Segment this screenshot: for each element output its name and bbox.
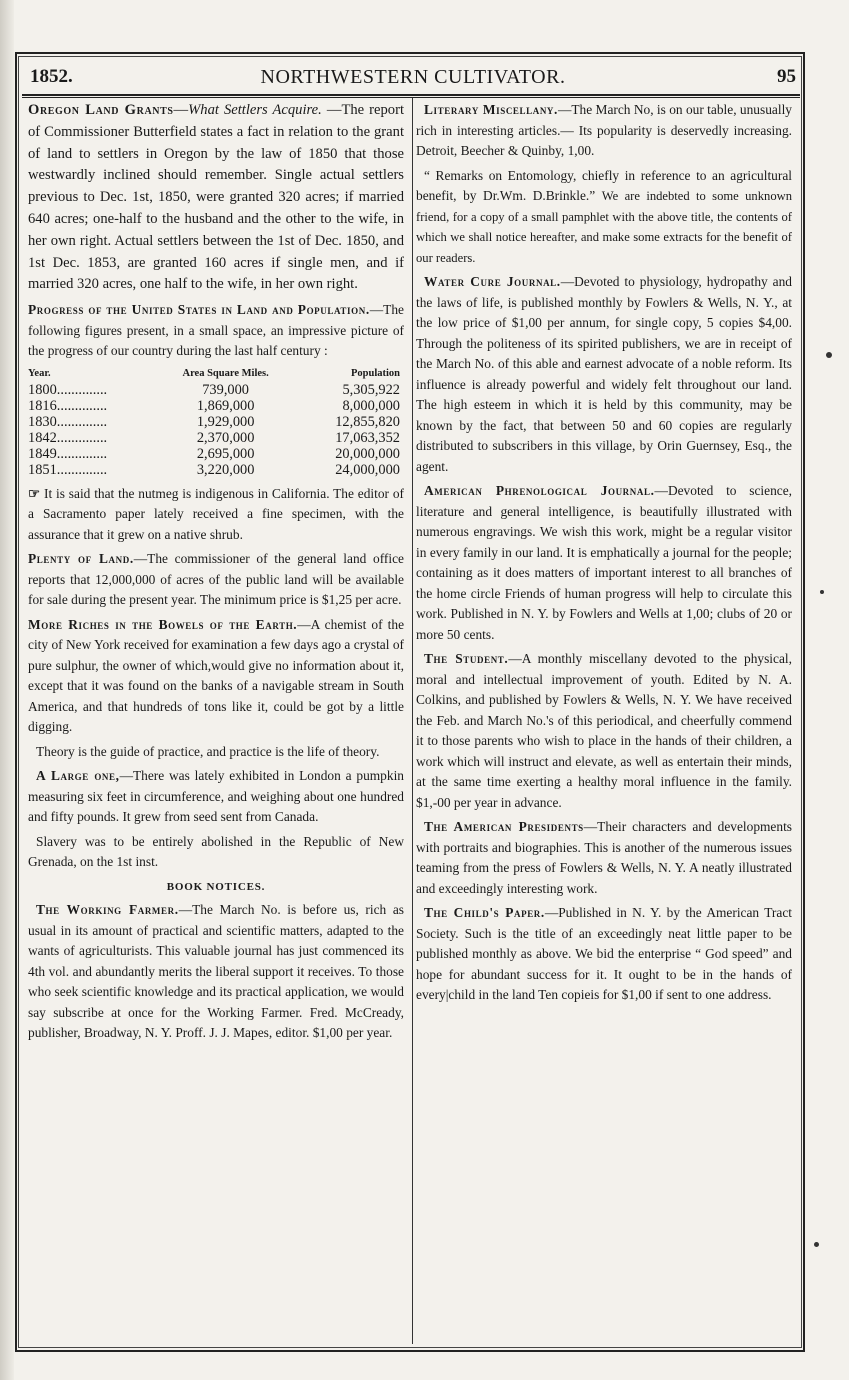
article-body: —Their characters and developments with portraits and biographies. This is another of the numerous issues teaming from the press of Fowlers & Wells, N. Y. A neatly illustrated and exceedingly interesting work. bbox=[416, 819, 792, 896]
table-cell-area: 3,220,000 bbox=[196, 461, 255, 478]
table-cell-area: 2,370,000 bbox=[196, 429, 255, 446]
table-header-population: Population bbox=[350, 367, 400, 379]
article-large-one bbox=[28, 766, 404, 828]
article-phrenological-journal bbox=[416, 481, 792, 645]
article-oregon-land-grants: Oregon Land Grants—What Settlers Acquire. —The report of Commissioner Butterfield states a fact in relation to the grant of land to settlers in Oregon by the law of 1850 that those westwardly inclined should remember. Single actual settlers previous to Dec. 1st, 1850, were granted 320 acres; if married 640 acres; one-half to the husband and the other to the wife, in her own right. Actual settlers between the 1st of Dec. 1850, and 1st Dec. 1853, are granted 160 acres if single men, and if married 320 acres, one half to the wife, in her own right. bbox=[28, 102, 404, 293]
article-heading: The Working Farmer. bbox=[36, 902, 179, 918]
table-row bbox=[28, 446, 400, 462]
article-body: —The report of Commissioner Butterfield states a fact in relation to the grant of land to settlers in Oregon by the law of 1850 that those westwardly inclined should remember. Single actual settlers previous to Dec. 1st, 1850, were granted 320 acres; if married 640 acres; one-half to the husband and the other to the wife, in her own right. Actual settlers between the 1st of Dec. 1850, and 1st Dec. 1853, are granted 160 acres if single men, and if married 320 acres, one half to the wife, in her own right. bbox=[28, 102, 404, 293]
article-body: —Published in N. Y. by the American Tract Society. Such is the title of an exceedingly neat little paper to be published monthly as above. We bid the enterprise “ God speed” and hope for abundant success for it. It ought to be in the hands of every|child in the land Ten copieis for $1,00 if sent to one address. bbox=[416, 905, 792, 1002]
article-progress bbox=[28, 300, 404, 362]
article-body: —There was lately exhibited in London a pumpkin measuring six feet in circumference, and weighing about one hundred and fifty pounds. It grew from seed sent from Canada. bbox=[28, 768, 404, 825]
article-body: —The March No, is on our table, unusually rich in interesting articles.— Its popularity is deservedly increasing. Detroit, Beecher & Quinby, 1,00. bbox=[416, 102, 792, 158]
table-row bbox=[28, 462, 400, 478]
article-heading: The Child's Paper. bbox=[424, 905, 545, 920]
article-heading: The American Presidents bbox=[424, 819, 584, 834]
article-literary-miscellany bbox=[416, 100, 792, 162]
page-edge-shadow bbox=[0, 0, 14, 1380]
table-cell-area: 1,869,000 bbox=[196, 397, 255, 414]
book-notices-heading: BOOK NOTICES. bbox=[166, 880, 266, 893]
table-cell-population: 12,855,820 bbox=[335, 413, 400, 430]
table-row bbox=[28, 430, 400, 446]
article-american-presidents bbox=[416, 817, 792, 899]
left-column bbox=[28, 100, 404, 1340]
right-column bbox=[416, 100, 792, 1340]
article-heading: American Phrenological Journal. bbox=[424, 483, 655, 498]
article-heading: Progress of the United States in Land and Population. bbox=[28, 302, 370, 318]
article-body: —Devoted to science, literature and general intelligence, is beautifully illustrated with numerous engravings. We wish this work, might be a regular visitor in every family in our land. It is emphatically a journal for the people; containing as it does matters of important interest to all branches of the home circle Friends of human progress will help to circulate this work. Published in N. Y. by Fowlers and Wells at 1,00; clubs of 20 or more 50 cents. bbox=[416, 483, 792, 642]
article-body: We are indebted to some unknown friend, for a copy of a small pamphlet with the above title, the contents of which we shall notice hereafter, and make some extracts for the benefit of our readers. bbox=[416, 189, 792, 265]
table-cell-population: 5,305,922 bbox=[342, 381, 400, 398]
issue-year: 1852. bbox=[30, 66, 73, 87]
article-working-farmer bbox=[28, 900, 404, 1044]
table-header-row bbox=[28, 366, 400, 382]
scan-speck bbox=[814, 1242, 819, 1247]
pointing-hand-icon: ☞ bbox=[28, 485, 41, 501]
table-cell-population: 8,000,000 bbox=[342, 397, 400, 414]
header-rule bbox=[22, 94, 800, 98]
article-heading: Plenty of Land. bbox=[28, 551, 134, 567]
table-row bbox=[28, 398, 400, 414]
table-cell-population: 20,000,000 bbox=[335, 445, 400, 462]
article-slavery: Slavery was to be entirely abolished in the Republic of New Grenada, on the 1st inst. bbox=[28, 833, 404, 870]
population-table bbox=[28, 366, 400, 478]
scan-speck bbox=[820, 590, 824, 594]
article-childs-paper bbox=[416, 903, 792, 1006]
table-cell-area: 1,929,000 bbox=[196, 413, 255, 430]
article-heading: Water Cure Journal. bbox=[424, 274, 561, 289]
table-header-year: Year. bbox=[28, 367, 51, 379]
table-cell-year: 1851.............. bbox=[28, 461, 108, 478]
table-cell-year: 1830.............. bbox=[28, 413, 108, 430]
article-more-riches bbox=[28, 615, 404, 738]
table-cell-area: 739,000 bbox=[202, 381, 250, 398]
article-body: —The following figures present, in a small space, an impressive picture of the progress of our country during the last half century : bbox=[28, 302, 404, 359]
table-cell-area: 2,695,000 bbox=[196, 445, 255, 462]
table-cell-year: 1800.............. bbox=[28, 381, 108, 398]
table-row bbox=[28, 414, 400, 430]
table-row bbox=[28, 382, 400, 398]
table-cell-population: 17,063,352 bbox=[335, 429, 400, 446]
article-body: —Devoted to physiology, hydropathy and the laws of life, is published monthly by Fowlers & Wells, N. Y., at the low price of $1,00 per annum, for single copy, 5 copies $4,00. Through the politeness of its spirited publishers, we are in receipt of the March No. of this able and earnest advocate of a noble reform. Its influence is already powerful and widely felt throughout our land. The high esteem in which it is held by this community, may be known by the fact, that between 50 and 60 copies are regularly distributed to subscribers in this village, by Orin Guernsey, Esq., the agent. bbox=[416, 274, 792, 474]
article-quote-title: “ Remarks on Entomology, chiefly in reference to an agricultural benefit, by Dr.Wm. D.Brinkle.” bbox=[416, 167, 792, 203]
publication-title: NORTHWESTERN CULTIVATOR. bbox=[260, 66, 566, 88]
table-cell-year: 1842.............. bbox=[28, 429, 108, 446]
table-cell-population: 24,000,000 bbox=[335, 461, 400, 478]
table-cell-year: 1849.............. bbox=[28, 445, 108, 462]
scan-speck bbox=[826, 352, 832, 358]
article-heading: More Riches in the Bowels of the Earth. bbox=[28, 616, 298, 632]
article-body: —The commissioner of the general land office reports that 12,000,000 of acres of the public land will be available for sale during the present year. The minimum price is $1,25 per acre. bbox=[28, 551, 404, 608]
article-theory: Theory is the guide of practice, and practice is the life of theory. bbox=[36, 743, 380, 759]
article-water-cure-journal bbox=[416, 272, 792, 477]
article-heading: A Large one, bbox=[36, 768, 120, 784]
article-body: —A monthly miscellany devoted to the physical, moral and intellectual improvement of youth. Edited by N. A. Colkins, and published by Fowlers & Wells, N. Y. We have received the Feb. and March No.'s of this periodical, and cheerfully commend it to those parents who wish to place in the hands of their children, a work which will instruct and elevate, as well as entertain their minds, at the same time exerting a healthy moral influence in the family. $1,-00 per year in advance. bbox=[416, 651, 792, 810]
article-nutmeg bbox=[28, 484, 404, 546]
article-heading: The Student. bbox=[424, 651, 509, 666]
article-heading: Oregon Land Grants bbox=[28, 102, 174, 118]
table-header-area: Area Square Miles. bbox=[182, 367, 269, 379]
article-body: —The March No. is before us, rich as usual in its amount of practical and scientific matters, adapted to the wants of agriculturists. This valuable journal has just commenced its 4th vol. and abundantly merits the liberal support it receives. To those who seek scientific knowledge and its practical application, we would say subscribe at once for the Working Farmer. Fred. McCready, publisher, Broadway, N. Y. Proff. J. J. Mapes, editor. $1,00 per year. bbox=[28, 902, 404, 1041]
page-header bbox=[30, 66, 796, 94]
article-subtitle: What Settlers Acquire. bbox=[188, 102, 322, 118]
page-number: 95 bbox=[777, 66, 796, 87]
article-the-student bbox=[416, 649, 792, 813]
article-heading: Literary Miscellany. bbox=[424, 102, 558, 117]
article-body: It is said that the nutmeg is indigenous in California. The editor of a Sacramento paper lately received a fine specimen, with the assurance that it grew on a native shrub. bbox=[28, 485, 404, 542]
table-cell-year: 1816.............. bbox=[28, 397, 108, 414]
article-plenty-of-land bbox=[28, 549, 404, 611]
article-body: —A chemist of the city of New York received for examination a few days ago a crystal of pure sulphur, the owner of which,would give no information about it, except that it was found on the banks of a navigable stream in South America, and that hundreds of tons like it, could be got by a little digging. bbox=[28, 616, 404, 735]
article-entomology bbox=[416, 166, 792, 269]
column-divider bbox=[412, 98, 413, 1344]
